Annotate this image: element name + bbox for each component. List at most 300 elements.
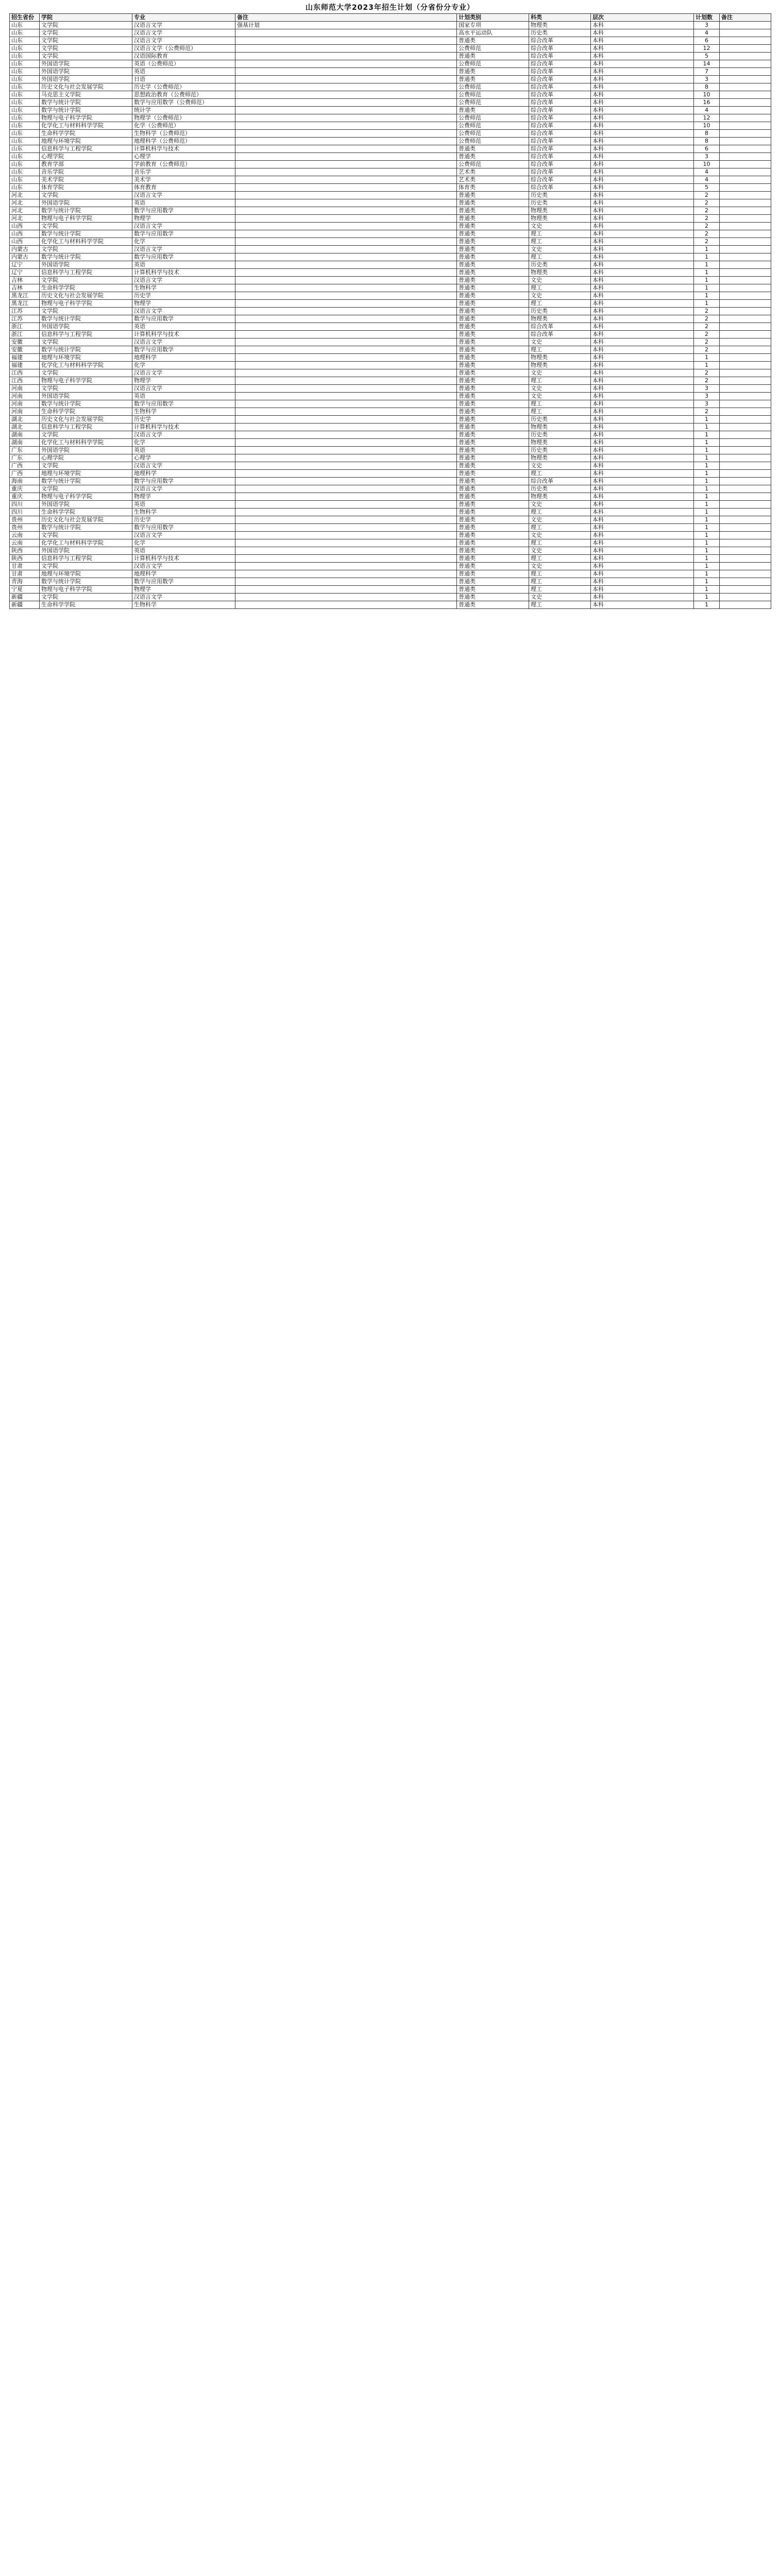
college-cell: 文学院 (40, 338, 132, 346)
remark-cell (720, 369, 771, 377)
plan-type-cell: 普通类 (457, 230, 529, 238)
major-cell: 美术学 (132, 176, 235, 184)
note-cell (235, 485, 457, 493)
table-row (10, 485, 771, 493)
major-cell: 数学与应用数学 (132, 478, 235, 485)
plan-type-cell: 普通类 (457, 400, 529, 408)
plan-type-cell: 普通类 (457, 207, 529, 215)
note-cell (235, 130, 457, 138)
count-cell: 1 (694, 416, 720, 423)
remark-cell (720, 586, 771, 594)
table-row (10, 83, 771, 91)
subject-cell: 综合改革 (529, 45, 591, 53)
plan-type-cell: 普通类 (457, 493, 529, 501)
province-cell: 陕西 (10, 547, 40, 555)
subject-cell: 综合改革 (529, 145, 591, 153)
level-cell: 本科 (591, 207, 694, 215)
remark-cell (720, 223, 771, 230)
count-cell: 2 (694, 215, 720, 223)
count-cell: 16 (694, 99, 720, 107)
remark-cell (720, 377, 771, 385)
count-cell: 1 (694, 462, 720, 470)
remark-cell (720, 570, 771, 578)
remark-cell (720, 207, 771, 215)
note-cell (235, 346, 457, 354)
province-cell: 山东 (10, 138, 40, 145)
plan-type-cell: 普通类 (457, 563, 529, 570)
level-cell: 本科 (591, 362, 694, 369)
remark-cell (720, 215, 771, 223)
level-cell: 本科 (591, 192, 694, 199)
count-cell: 3 (694, 393, 720, 400)
major-cell: 地理科学 (132, 570, 235, 578)
plan-type-cell: 普通类 (457, 393, 529, 400)
province-cell: 山东 (10, 176, 40, 184)
count-cell: 6 (694, 145, 720, 153)
major-cell: 汉语言文学 (132, 485, 235, 493)
plan-type-cell: 普通类 (457, 439, 529, 447)
count-cell: 1 (694, 454, 720, 462)
plan-type-cell: 普通类 (457, 547, 529, 555)
count-cell: 1 (694, 563, 720, 570)
province-cell: 河北 (10, 215, 40, 223)
college-cell: 外国语学院 (40, 447, 132, 454)
enrollment-plan-table (9, 13, 771, 609)
count-cell: 1 (694, 594, 720, 601)
subject-cell: 文史 (529, 462, 591, 470)
college-cell: 信息科学与工程学院 (40, 423, 132, 431)
college-cell: 文学院 (40, 246, 132, 253)
plan-type-cell: 普通类 (457, 454, 529, 462)
plan-type-cell: 普通类 (457, 153, 529, 161)
province-cell: 山东 (10, 99, 40, 107)
note-cell (235, 431, 457, 439)
major-cell: 汉语言文学 (132, 29, 235, 37)
note-cell (235, 76, 457, 83)
subject-cell: 物理类 (529, 207, 591, 215)
province-cell: 宁夏 (10, 586, 40, 594)
remark-cell (720, 99, 771, 107)
table-row (10, 176, 771, 184)
table-row (10, 346, 771, 354)
table-row (10, 284, 771, 292)
count-cell: 12 (694, 45, 720, 53)
level-cell: 本科 (591, 369, 694, 377)
plan-type-cell: 普通类 (457, 68, 529, 76)
plan-type-cell: 普通类 (457, 338, 529, 346)
major-cell: 英语 (132, 261, 235, 269)
subject-cell: 文史 (529, 385, 591, 393)
major-cell: 化学 (132, 539, 235, 547)
college-cell: 历史文化与社会发展学院 (40, 516, 132, 524)
subject-cell: 理工 (529, 555, 591, 563)
count-cell: 1 (694, 570, 720, 578)
note-cell (235, 60, 457, 68)
note-cell (235, 114, 457, 122)
subject-cell: 理工 (529, 300, 591, 308)
note-cell (235, 45, 457, 53)
level-cell: 本科 (591, 408, 694, 416)
major-cell: 英语 (132, 547, 235, 555)
note-cell (235, 223, 457, 230)
province-cell: 黑龙江 (10, 300, 40, 308)
remark-cell (720, 76, 771, 83)
subject-cell: 综合改革 (529, 53, 591, 60)
count-cell: 1 (694, 509, 720, 516)
table-row (10, 470, 771, 478)
major-cell: 化学 (132, 238, 235, 246)
note-cell (235, 284, 457, 292)
major-cell: 数学与应用数学 (132, 207, 235, 215)
college-cell: 文学院 (40, 532, 132, 539)
plan-type-cell: 普通类 (457, 594, 529, 601)
college-cell: 化学化工与材料科学学院 (40, 238, 132, 246)
table-row (10, 524, 771, 532)
note-cell (235, 400, 457, 408)
count-cell: 2 (694, 192, 720, 199)
remark-cell (720, 308, 771, 315)
major-cell: 思想政治教育（公费师范） (132, 91, 235, 99)
subject-cell: 理工 (529, 509, 591, 516)
subject-cell: 历史类 (529, 199, 591, 207)
remark-cell (720, 532, 771, 539)
major-cell: 汉语言文学 (132, 246, 235, 253)
subject-cell: 综合改革 (529, 153, 591, 161)
plan-type-cell: 国家专项 (457, 22, 529, 29)
province-cell: 江西 (10, 369, 40, 377)
table-row (10, 114, 771, 122)
province-cell: 内蒙古 (10, 253, 40, 261)
level-cell: 本科 (591, 145, 694, 153)
major-cell: 化学（公费师范） (132, 122, 235, 130)
major-cell: 数学与应用数学 (132, 253, 235, 261)
count-cell: 1 (694, 261, 720, 269)
table-row (10, 338, 771, 346)
province-cell: 福建 (10, 354, 40, 362)
table-row (10, 230, 771, 238)
note-cell (235, 594, 457, 601)
table-row (10, 138, 771, 145)
note-cell (235, 83, 457, 91)
plan-type-cell: 普通类 (457, 447, 529, 454)
level-cell: 本科 (591, 277, 694, 284)
count-cell: 3 (694, 153, 720, 161)
province-cell: 江苏 (10, 315, 40, 323)
major-cell: 数学与应用数学 (132, 230, 235, 238)
level-cell: 本科 (591, 269, 694, 277)
major-cell: 汉语言文学 (132, 338, 235, 346)
table-row (10, 509, 771, 516)
subject-cell: 文史 (529, 501, 591, 509)
remark-cell (720, 563, 771, 570)
level-cell: 本科 (591, 586, 694, 594)
note-cell (235, 447, 457, 454)
college-cell: 物理与电子科学学院 (40, 300, 132, 308)
subject-cell: 综合改革 (529, 130, 591, 138)
level-cell: 本科 (591, 300, 694, 308)
college-cell: 数学与统计学院 (40, 478, 132, 485)
plan-type-cell: 普通类 (457, 408, 529, 416)
plan-type-cell: 普通类 (457, 524, 529, 532)
college-cell: 外国语学院 (40, 76, 132, 83)
remark-cell (720, 168, 771, 176)
note-cell (235, 331, 457, 338)
subject-cell: 综合改革 (529, 323, 591, 331)
subject-cell: 综合改革 (529, 68, 591, 76)
college-cell: 化学化工与材料科学学院 (40, 362, 132, 369)
count-cell: 3 (694, 76, 720, 83)
level-cell: 本科 (591, 547, 694, 555)
count-cell: 2 (694, 408, 720, 416)
table-header-row (10, 14, 771, 22)
major-cell: 英语 (132, 447, 235, 454)
level-cell: 本科 (591, 331, 694, 338)
major-cell: 汉语言文学 (132, 37, 235, 45)
province-cell: 山东 (10, 37, 40, 45)
subject-cell: 理工 (529, 539, 591, 547)
college-cell: 心理学院 (40, 153, 132, 161)
major-cell: 化学 (132, 362, 235, 369)
count-cell: 8 (694, 138, 720, 145)
note-cell (235, 586, 457, 594)
plan-type-cell: 普通类 (457, 323, 529, 331)
plan-type-cell: 普通类 (457, 354, 529, 362)
subject-cell: 历史类 (529, 29, 591, 37)
column-header: 科类 (529, 14, 591, 22)
subject-cell: 历史类 (529, 485, 591, 493)
college-cell: 音乐学院 (40, 168, 132, 176)
remark-cell (720, 470, 771, 478)
college-cell: 物理与电子科学学院 (40, 377, 132, 385)
table-row (10, 29, 771, 37)
level-cell: 本科 (591, 493, 694, 501)
level-cell: 本科 (591, 439, 694, 447)
subject-cell: 文史 (529, 594, 591, 601)
table-row (10, 555, 771, 563)
college-cell: 体育学院 (40, 184, 132, 192)
subject-cell: 物理类 (529, 315, 591, 323)
college-cell: 物理与电子科学学院 (40, 493, 132, 501)
major-cell: 汉语言文学 (132, 277, 235, 284)
level-cell: 本科 (591, 308, 694, 315)
major-cell: 汉语言文学 (132, 192, 235, 199)
subject-cell: 物理类 (529, 269, 591, 277)
province-cell: 河北 (10, 199, 40, 207)
remark-cell (720, 107, 771, 114)
level-cell: 本科 (591, 176, 694, 184)
level-cell: 本科 (591, 338, 694, 346)
plan-type-cell: 普通类 (457, 215, 529, 223)
count-cell: 1 (694, 269, 720, 277)
level-cell: 本科 (591, 509, 694, 516)
note-cell (235, 99, 457, 107)
note-cell (235, 369, 457, 377)
plan-type-cell: 普通类 (457, 462, 529, 470)
remark-cell (720, 145, 771, 153)
subject-cell: 理工 (529, 524, 591, 532)
major-cell: 汉语言文学 (132, 462, 235, 470)
province-cell: 山东 (10, 168, 40, 176)
table-row (10, 145, 771, 153)
level-cell: 本科 (591, 346, 694, 354)
table-row (10, 501, 771, 509)
subject-cell: 文史 (529, 547, 591, 555)
college-cell: 数学与统计学院 (40, 346, 132, 354)
college-cell: 文学院 (40, 29, 132, 37)
level-cell: 本科 (591, 516, 694, 524)
remark-cell (720, 501, 771, 509)
province-cell: 辽宁 (10, 269, 40, 277)
count-cell: 1 (694, 501, 720, 509)
major-cell: 数学与应用数学 (132, 315, 235, 323)
plan-type-cell: 普通类 (457, 385, 529, 393)
table-row (10, 269, 771, 277)
college-cell: 生命科学学院 (40, 408, 132, 416)
count-cell: 1 (694, 362, 720, 369)
subject-cell: 综合改革 (529, 114, 591, 122)
remark-cell (720, 300, 771, 308)
subject-cell: 综合改革 (529, 478, 591, 485)
remark-cell (720, 22, 771, 29)
plan-type-cell: 普通类 (457, 145, 529, 153)
table-row (10, 22, 771, 29)
note-cell (235, 68, 457, 76)
level-cell: 本科 (591, 83, 694, 91)
count-cell: 1 (694, 478, 720, 485)
level-cell: 本科 (591, 423, 694, 431)
count-cell: 1 (694, 586, 720, 594)
note-cell (235, 37, 457, 45)
note-cell (235, 315, 457, 323)
level-cell: 本科 (591, 485, 694, 493)
college-cell: 数学与统计学院 (40, 315, 132, 323)
plan-type-cell: 公费师范 (457, 122, 529, 130)
college-cell: 教育学部 (40, 161, 132, 168)
column-header: 备注 (235, 14, 457, 22)
major-cell: 汉语言文学 (132, 431, 235, 439)
table-row (10, 431, 771, 439)
plan-type-cell: 普通类 (457, 284, 529, 292)
major-cell: 物理学 (132, 493, 235, 501)
count-cell: 2 (694, 338, 720, 346)
major-cell: 计算机科学与技术 (132, 145, 235, 153)
table-row (10, 493, 771, 501)
subject-cell: 理工 (529, 238, 591, 246)
level-cell: 本科 (591, 555, 694, 563)
remark-cell (720, 253, 771, 261)
province-cell: 辽宁 (10, 261, 40, 269)
subject-cell: 文史 (529, 338, 591, 346)
count-cell: 4 (694, 107, 720, 114)
college-cell: 生命科学学院 (40, 130, 132, 138)
subject-cell: 综合改革 (529, 76, 591, 83)
major-cell: 英语 (132, 199, 235, 207)
level-cell: 本科 (591, 246, 694, 253)
table-row (10, 53, 771, 60)
province-cell: 江西 (10, 377, 40, 385)
college-cell: 数学与统计学院 (40, 253, 132, 261)
plan-type-cell: 普通类 (457, 431, 529, 439)
subject-cell: 理工 (529, 470, 591, 478)
count-cell: 12 (694, 114, 720, 122)
major-cell: 物理学 (132, 300, 235, 308)
subject-cell: 物理类 (529, 454, 591, 462)
province-cell: 河南 (10, 400, 40, 408)
count-cell: 2 (694, 377, 720, 385)
count-cell: 2 (694, 223, 720, 230)
subject-cell: 文史 (529, 563, 591, 570)
major-cell: 计算机科学与技术 (132, 555, 235, 563)
province-cell: 吉林 (10, 277, 40, 284)
note-cell (235, 277, 457, 284)
level-cell: 本科 (591, 292, 694, 300)
college-cell: 文学院 (40, 192, 132, 199)
college-cell: 文学院 (40, 37, 132, 45)
major-cell: 英语 (132, 323, 235, 331)
subject-cell: 文史 (529, 246, 591, 253)
major-cell: 体育教育 (132, 184, 235, 192)
count-cell: 2 (694, 199, 720, 207)
plan-type-cell: 普通类 (457, 346, 529, 354)
college-cell: 文学院 (40, 223, 132, 230)
plan-type-cell: 普通类 (457, 478, 529, 485)
province-cell: 黑龙江 (10, 292, 40, 300)
major-cell: 生物科学 (132, 601, 235, 609)
table-row (10, 454, 771, 462)
note-cell (235, 601, 457, 609)
column-header: 计划类别 (457, 14, 529, 22)
note-cell (235, 246, 457, 253)
college-cell: 文学院 (40, 53, 132, 60)
plan-type-cell: 普通类 (457, 516, 529, 524)
count-cell: 8 (694, 83, 720, 91)
college-cell: 地理与环境学院 (40, 470, 132, 478)
major-cell: 汉语言文学 (132, 385, 235, 393)
count-cell: 2 (694, 230, 720, 238)
college-cell: 文学院 (40, 45, 132, 53)
province-cell: 山西 (10, 223, 40, 230)
remark-cell (720, 493, 771, 501)
level-cell: 本科 (591, 45, 694, 53)
college-cell: 数学与统计学院 (40, 400, 132, 408)
plan-type-cell: 普通类 (457, 300, 529, 308)
level-cell: 本科 (591, 215, 694, 223)
major-cell: 地理科学 (132, 470, 235, 478)
province-cell: 山西 (10, 230, 40, 238)
college-cell: 物理与电子科学学院 (40, 586, 132, 594)
province-cell: 广东 (10, 454, 40, 462)
major-cell: 化学 (132, 439, 235, 447)
table-row (10, 478, 771, 485)
college-cell: 化学化工与材料科学学院 (40, 122, 132, 130)
province-cell: 山东 (10, 60, 40, 68)
province-cell: 海南 (10, 478, 40, 485)
level-cell: 本科 (591, 539, 694, 547)
count-cell: 3 (694, 385, 720, 393)
subject-cell: 文史 (529, 532, 591, 539)
plan-type-cell: 公费师范 (457, 91, 529, 99)
note-cell (235, 423, 457, 431)
major-cell: 数学与应用数学 (132, 524, 235, 532)
province-cell: 浙江 (10, 323, 40, 331)
remark-cell (720, 91, 771, 99)
subject-cell: 历史类 (529, 416, 591, 423)
table-row (10, 447, 771, 454)
level-cell: 本科 (591, 107, 694, 114)
level-cell: 本科 (591, 594, 694, 601)
subject-cell: 物理类 (529, 215, 591, 223)
table-row (10, 130, 771, 138)
